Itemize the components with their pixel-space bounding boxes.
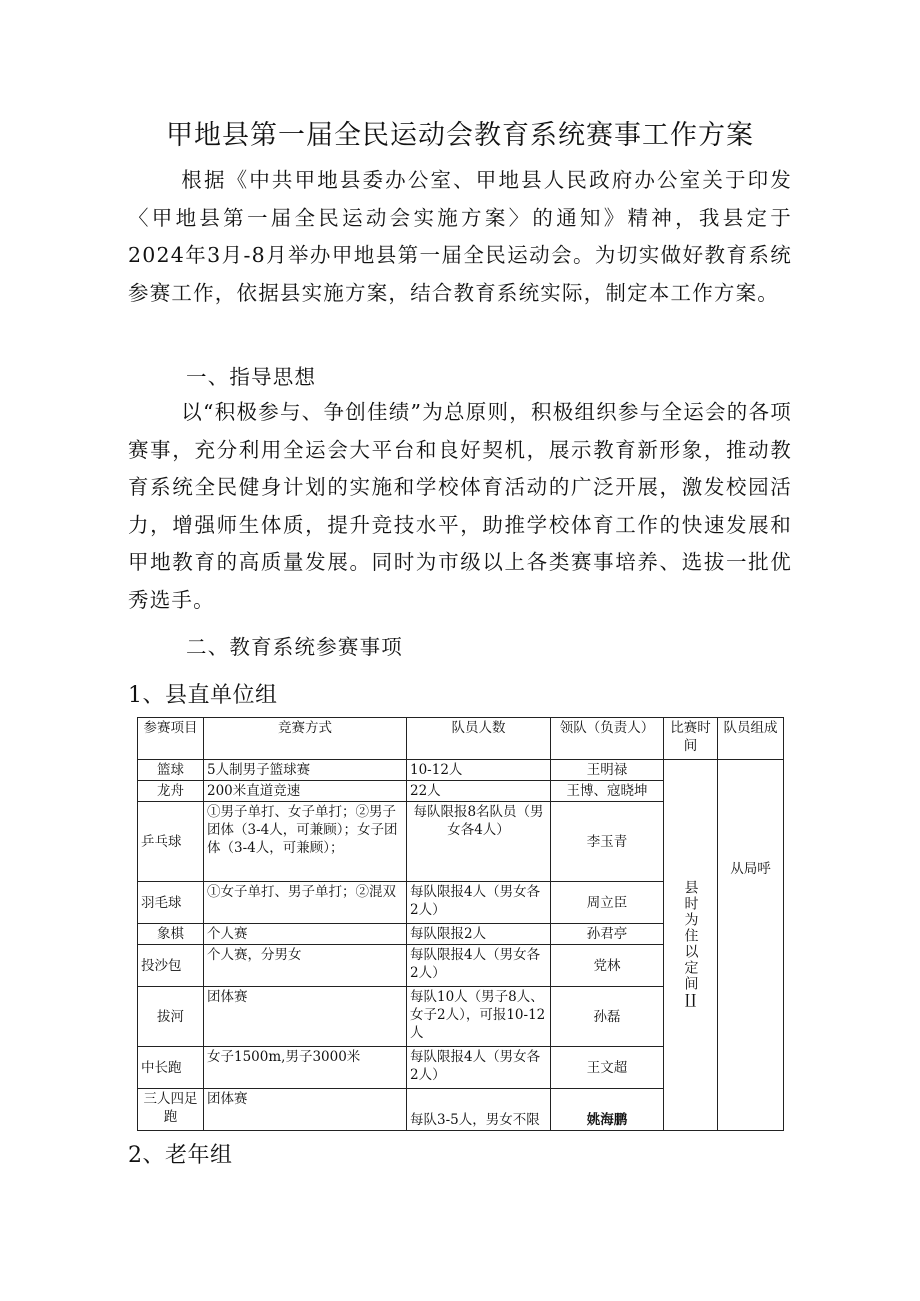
intro-paragraph: 根据《中共甲地县委办公室、甲地县人民政府办公室关于印发〈甲地县第一届全民运动会实施方案〉的通知》精神，我县定于2024年3月-8月举办甲地县第一届全民运动会。为切实做好教育系统参赛工作，依据县实施方案，结合教育系统实际，制定本工作方案。	[128, 168, 792, 305]
cell-format: ①男子单打、女子单打；②男子团体（3-4人，可兼顾）；女子团体（3-4人，可兼顾）；	[204, 802, 407, 882]
table-row	[138, 760, 784, 781]
cell-event: 投沙包	[138, 945, 204, 987]
cell-event: 象棋	[138, 924, 204, 945]
county-units-table	[137, 717, 784, 1131]
cell-team-members: 从局呼	[718, 760, 784, 1131]
cell-format: 5人制男子篮球赛	[204, 760, 407, 781]
cell-event: 乒乓球	[138, 802, 204, 882]
cell-team-size: 每队限报4人（男女各2人）	[407, 882, 551, 924]
cell-leader: 孙君亭	[551, 924, 664, 945]
header-event: 参赛项目	[138, 718, 204, 760]
cell-team-size: 每队限报4人（男女各2人）	[407, 1047, 551, 1089]
group-title-senior: 2、老年组	[128, 1143, 233, 1168]
cell-event: 龙舟	[138, 781, 204, 802]
cell-team-size: 每队限报2人	[407, 924, 551, 945]
cell-match-time	[664, 760, 718, 1131]
document-title: 甲地县第一届全民运动会教育系统赛事工作方案	[166, 120, 754, 151]
cell-format: 200米直道竞速	[204, 781, 407, 802]
cell-leader: 周立臣	[551, 882, 664, 924]
header-leader: 领队（负责人）	[551, 718, 664, 760]
cell-leader: 党林	[551, 945, 664, 987]
cell-team-size: 10-12人	[407, 760, 551, 781]
header-team-members: 队员组成	[718, 718, 784, 760]
cell-format: 个人赛，分男女	[204, 945, 407, 987]
match-time-vertical-text: 县时为住以定间∐	[682, 880, 699, 1010]
cell-leader: 王博、寇晓坤	[551, 781, 664, 802]
header-format: 竞赛方式	[204, 718, 407, 760]
cell-event: 拔河	[138, 987, 204, 1047]
cell-leader: 王明禄	[551, 760, 664, 781]
cell-leader: 王文超	[551, 1047, 664, 1089]
cell-team-size: 每队10人（男子8人、女子2人），可报10-12人	[407, 987, 551, 1047]
cell-leader: 姚海鹏	[551, 1089, 664, 1131]
cell-team-size: 每队限报8名队员（男女各4人）	[407, 802, 551, 882]
guiding-ideology-paragraph: 以“积极参与、争创佳绩”为总原则，积极组织参与全运会的各项赛事，充分利用全运会大平台和良好契机，展示教育新形象，推动教育系统全民健身计划的实施和学校体育活动的广泛开展，激发校园活力，增强师生体质，提升竞技水平，助推学校体育工作的快速发展和甲地教育的高质量发展。同时为市级以上各类赛事培养、选拔一批优秀选手。	[128, 400, 792, 612]
cell-team-size: 每队限报4人（男女各2人）	[407, 945, 551, 987]
group-title-county-units: 1、县直单位组	[128, 683, 278, 708]
cell-format: 女子1500m,男子3000米	[204, 1047, 407, 1089]
table-header-row	[138, 718, 784, 760]
cell-format: 个人赛	[204, 924, 407, 945]
section-heading-guiding-ideology: 一、指导思想	[186, 365, 317, 389]
cell-event: 篮球	[138, 760, 204, 781]
cell-leader: 李玉青	[551, 802, 664, 882]
cell-leader: 孙磊	[551, 987, 664, 1047]
cell-format: ①女子单打、男子单打；②混双	[204, 882, 407, 924]
cell-event: 羽毛球	[138, 882, 204, 924]
header-match-time: 比赛时间	[664, 718, 718, 760]
header-team-size: 队员人数	[407, 718, 551, 760]
section-heading-participation: 二、教育系统参赛事项	[186, 635, 403, 659]
cell-team-size: 每队3-5人，男女不限	[407, 1089, 551, 1131]
cell-event: 三人四足跑	[138, 1089, 204, 1131]
cell-event: 中长跑	[138, 1047, 204, 1089]
cell-format: 团体赛	[204, 1089, 407, 1131]
cell-team-size: 22人	[407, 781, 551, 802]
cell-format: 团体赛	[204, 987, 407, 1047]
